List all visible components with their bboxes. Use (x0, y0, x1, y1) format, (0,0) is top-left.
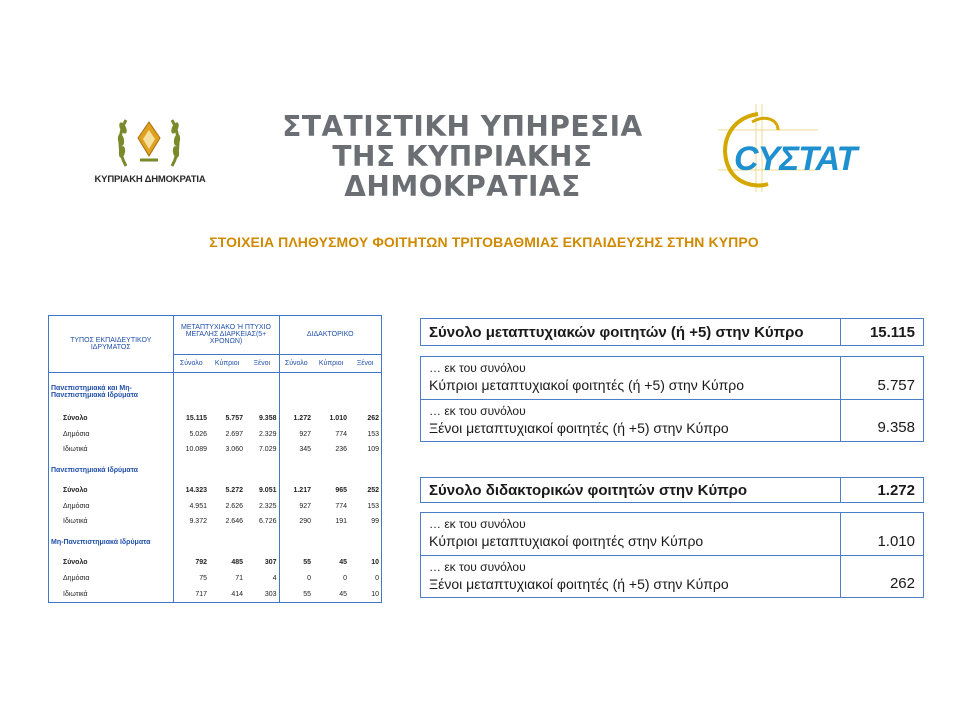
table-cell: 5.026 (189, 430, 207, 438)
table-cell: 965 (335, 486, 347, 494)
table-cell: 9.051 (258, 486, 277, 494)
table-cell: 1.272 (279, 411, 313, 427)
table-cell: 2.697 (225, 430, 243, 438)
phd-breakdown-box (420, 512, 924, 598)
table-cell: 5.272 (225, 486, 243, 494)
table-body (49, 372, 381, 602)
breakdown-value: 262 (889, 575, 915, 592)
table-cell: 9.372 (189, 518, 207, 526)
table-cell: 55 (279, 555, 313, 571)
breakdown-prefix: … εκ του συνόλου (429, 560, 526, 574)
table-cell: 303 (264, 590, 277, 598)
subcol-header: Ξένοι (349, 354, 381, 372)
phd-total-value: 1.272 (877, 481, 915, 499)
table-cell: 153 (367, 502, 380, 510)
page-subtitle: ΣΤΟΙΧΕΙΑ ΠΛΗΘΥΣΜΟΥ ΦΟΙΤΗΤΩΝ ΤΡΙΤΟΒΑΘΜΙΑΣ ΕΚΠΑΙΔΕΥΣΗΣ ΣΤΗΝ ΚΥΠΡΟ (209, 234, 759, 250)
section-title: Πανεπιστημιακά και Μη-Πανεπιστημιακά Ιδρύματα (49, 372, 173, 410)
agency-title-line2: ΤΗΣ ΚΥΠΡΙΑΚΗΣ ΔΗΜΟΚΡΑΤΙΑΣ (332, 140, 593, 203)
table-cell: 45 (339, 558, 347, 566)
table-cell: 2.325 (258, 502, 277, 510)
table-cell: 71 (235, 574, 243, 582)
masters-breakdown-box (420, 356, 924, 442)
subcol-header: Σύνολο (173, 354, 209, 372)
row-label: Ιδιωτικά (49, 442, 173, 458)
breakdown-label: Κύπριοι μεταπτυχιακοί φοιτητές στην Κύπρο (429, 533, 704, 549)
row-label: Ιδιωτικά (49, 586, 173, 602)
table-cell: 55 (279, 586, 313, 602)
row-label: Δημόσια (49, 570, 173, 586)
row-label: Σύνολο (49, 411, 173, 427)
table-row (49, 498, 381, 514)
subcol-header: Ξένοι (245, 354, 279, 372)
table-cell: 717 (195, 590, 207, 598)
breakdown-label: Ξένοι μεταπτυχιακοί φοιτητές (ή +5) στην Κύπρο (429, 576, 729, 592)
table-cell: 1.217 (279, 483, 313, 499)
table-cell: 2.329 (258, 430, 277, 438)
table-cell: 0 (279, 570, 313, 586)
table-cell: 6.726 (258, 518, 277, 526)
table-cell: 927 (279, 426, 313, 442)
table-section-row (49, 530, 381, 555)
subcol-header: Κύπριοι (313, 354, 349, 372)
table-cell: 792 (195, 558, 207, 566)
col-header-type: ΤΥΠΟΣ ΕΚΠΑΙΔΕΥΤΙΚΟΥ ΙΔΡΥΜΑΤΟΣ (49, 316, 173, 372)
phd-foreign-row (421, 555, 923, 597)
table-cell: 290 (279, 514, 313, 530)
table-cell: 774 (335, 502, 347, 510)
subcol-header: Σύνολο (279, 354, 313, 372)
masters-cypriot-row (421, 357, 923, 399)
breakdown-prefix: … εκ του συνόλου (429, 404, 526, 418)
row-label: Ιδιωτικά (49, 514, 173, 530)
table-section-row (49, 372, 381, 410)
masters-total-label: Σύνολο μεταπτυχιακών φοιτητών (ή +5) στην Κύπρο (421, 319, 841, 345)
table-cell: 262 (367, 414, 380, 422)
table-cell: 1.010 (329, 414, 347, 422)
table-row (49, 586, 381, 602)
table-cell: 10.089 (185, 446, 207, 454)
row-label: Σύνολο (49, 555, 173, 571)
breakdown-value: 5.757 (877, 377, 915, 394)
table-cell: 307 (264, 558, 277, 566)
table-cell: 414 (231, 590, 243, 598)
table-cell: 7.029 (258, 446, 277, 454)
table-row (49, 514, 381, 530)
table-cell: 345 (279, 442, 313, 458)
table-cell: 9.358 (258, 414, 277, 422)
table-row (49, 570, 381, 586)
table-cell: 45 (339, 590, 347, 598)
table-cell: 191 (335, 518, 347, 526)
breakdown-label: Κύπριοι μεταπτυχιακοί φοιτητές (ή +5) στην Κύπρο (429, 377, 745, 393)
table-row (49, 411, 381, 427)
table-cell: 0 (343, 574, 347, 582)
table-cell: 153 (367, 430, 380, 438)
table-cell: 15.115 (185, 414, 207, 422)
phd-cypriot-row (421, 513, 923, 555)
table-cell: 774 (335, 430, 347, 438)
students-stats-table (48, 315, 382, 603)
breakdown-value: 1.010 (877, 533, 915, 550)
masters-total-value: 15.115 (869, 323, 915, 341)
table-cell: 3.060 (225, 446, 243, 454)
table-cell: 10 (371, 558, 380, 566)
table-cell: 927 (279, 498, 313, 514)
agency-title-line1: ΣΤΑΤΙΣΤΙΚΗ ΥΠΗΡΕΣΙΑ (282, 110, 643, 143)
breakdown-label: Ξένοι μεταπτυχιακοί φοιτητές (ή +5) στην Κύπρο (429, 420, 729, 436)
cyprus-emblem (88, 108, 212, 192)
table-cell: 485 (231, 558, 243, 566)
breakdown-prefix: … εκ του συνόλου (429, 517, 526, 531)
row-label: Δημόσια (49, 498, 173, 514)
cystat-logo-text: CYΣTAT (734, 140, 857, 178)
table-row (49, 483, 381, 499)
table-cell: 4 (272, 574, 277, 582)
table-cell: 4.951 (189, 502, 207, 510)
table-cell: 0 (375, 574, 380, 582)
emblem-caption: ΚΥΠΡΙΑΚΗ ΔΗΜΟΚΡΑΤΙΑ (94, 174, 206, 185)
col-header-masters: ΜΕΤΑΠΤΥΧΙΑΚΟ Ή ΠΤΥΧΙΟ ΜΕΓΑΛΗΣ ΔΙΑΡΚΕΙΑΣ(5+ ΧΡΟΝΩΝ) (173, 316, 279, 354)
table-cell: 5.757 (225, 414, 243, 422)
table-cell: 10 (371, 590, 380, 598)
table-cell: 252 (367, 486, 380, 494)
cystat-logo (708, 100, 857, 195)
masters-foreign-row (421, 399, 923, 441)
table-cell: 109 (367, 446, 380, 454)
col-header-phd: ΔΙΔΑΚΤΟΡΙΚΟ (279, 316, 381, 354)
dove-emblem-icon (114, 108, 184, 174)
row-label: Σύνολο (49, 483, 173, 499)
table-row (49, 426, 381, 442)
table-cell: 2.626 (225, 502, 243, 510)
section-title: Μη-Πανεπιστημιακά Ιδρύματα (49, 530, 173, 555)
masters-total-box (420, 318, 924, 346)
table-section-row (49, 458, 381, 483)
breakdown-prefix: … εκ του συνόλου (429, 361, 526, 375)
table-cell: 2.646 (225, 518, 243, 526)
table-cell: 236 (335, 446, 347, 454)
phd-total-label: Σύνολο διδακτορικών φοιτητών στην Κύπρο (421, 478, 841, 502)
subcol-header: Κύπριοι (209, 354, 245, 372)
row-label: Δημόσια (49, 426, 173, 442)
table-row (49, 555, 381, 571)
agency-title (220, 112, 705, 202)
table-cell: 99 (371, 518, 380, 526)
phd-total-box (420, 477, 924, 503)
table-row (49, 442, 381, 458)
breakdown-value: 9.358 (877, 419, 915, 436)
table-cell: 14.323 (185, 486, 207, 494)
table-cell: 75 (199, 574, 207, 582)
section-title: Πανεπιστημιακά Ιδρύματα (49, 458, 173, 483)
